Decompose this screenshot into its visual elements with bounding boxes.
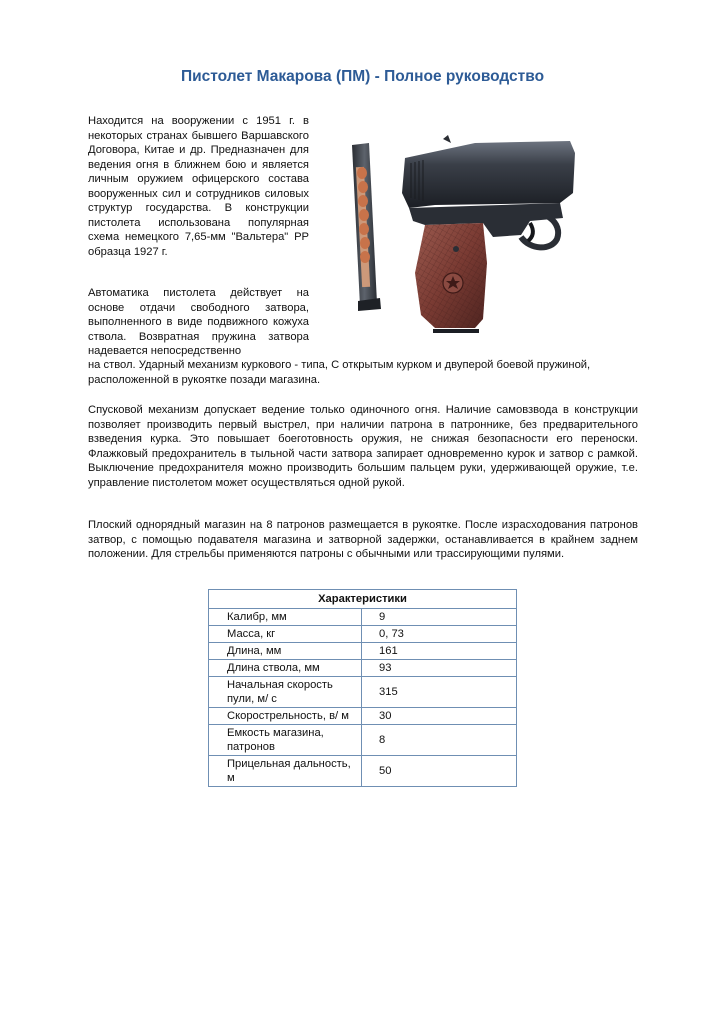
table-row xyxy=(209,643,517,660)
table-row xyxy=(209,677,517,708)
spec-value: 161 xyxy=(362,643,517,660)
spec-label: Прицельная дальность, м xyxy=(209,756,362,787)
spec-value: 93 xyxy=(362,660,517,677)
spec-value: 30 xyxy=(362,708,517,725)
magazine-image xyxy=(352,143,381,311)
spec-value: 0, 73 xyxy=(362,626,517,643)
page-title: Пистолет Макарова (ПМ) - Полное руководство xyxy=(180,68,545,85)
spec-label: Масса, кг xyxy=(209,626,362,643)
specs-header-row xyxy=(209,590,517,609)
spec-label: Длина, мм xyxy=(209,643,362,660)
table-row xyxy=(209,609,517,626)
trigger-paragraph: Спусковой механизм допускает ведение только одиночного огня. Наличие самовзвода в конструкции позволяет производить первый выстрел, при наличии патрона в патроннике, без предварительного взведения курка. Это повышает боеготовность оружия, не снижая безопасности его переноски. Флажковый предохранитель в тыльной части затвора запирает одновременно курок и затвор с рамкой. Выключение предохранителя можно производить большим пальцем руки, удерживающей оружие, т.е. управление пистолетом может осуществляться одной рукой. xyxy=(88,404,638,489)
magazine-paragraph: Плоский однорядный магазин на 8 патронов размещается в рукоятке. После израсходования патронов затвор, с помощью подавателя магазина и затворной задержки, останавливается в крайнем заднем положении. Для стрельбы применяются патроны с обычными или трассирующими пулями. xyxy=(88,519,638,560)
pistol-photo xyxy=(325,133,583,333)
table-row xyxy=(209,660,517,677)
spec-label: Калибр, мм xyxy=(209,609,362,626)
table-row xyxy=(209,708,517,725)
table-row xyxy=(209,626,517,643)
spec-label: Длина ствола, мм xyxy=(209,660,362,677)
specs-header: Характеристики xyxy=(209,590,517,609)
spec-label: Емкость магазина, патронов xyxy=(209,725,362,756)
spec-value: 315 xyxy=(362,677,517,708)
spec-value: 8 xyxy=(362,725,517,756)
automatics-paragraph-continued: на ствол. Ударный механизм куркового - типа, С открытым курком и двуперой боевой пружиной, расположенной в рукоятке позади магазина. xyxy=(88,359,591,386)
specs-table xyxy=(208,589,517,787)
spec-label: Скорострельность, в/ м xyxy=(209,708,362,725)
intro-paragraph: Находится на вооружении с 1951 г. в некоторых странах бывшего Варшавского Договора, Китае и др. Предназначен для ведения огня в ближнем бою и является личным оружием офицерского состава вооруженных сил и сотрудников силовых структур государства. В конструкции пистолета использована популярная схема немецкого 7,65-мм "Вальтера" PP образца 1927 г. xyxy=(88,115,309,258)
table-row xyxy=(209,725,517,756)
table-row xyxy=(209,756,517,787)
spec-value: 50 xyxy=(362,756,517,787)
spec-value: 9 xyxy=(362,609,517,626)
spec-label: Начальная скорость пули, м/ с xyxy=(209,677,362,708)
automatics-paragraph: Автоматика пистолета действует на основе отдачи свободного затвора, выполненного в виде подвижного кожуха ствола. Возвратная пружина затвора надевается непосредственно xyxy=(88,287,309,357)
pistol-image xyxy=(402,135,575,333)
